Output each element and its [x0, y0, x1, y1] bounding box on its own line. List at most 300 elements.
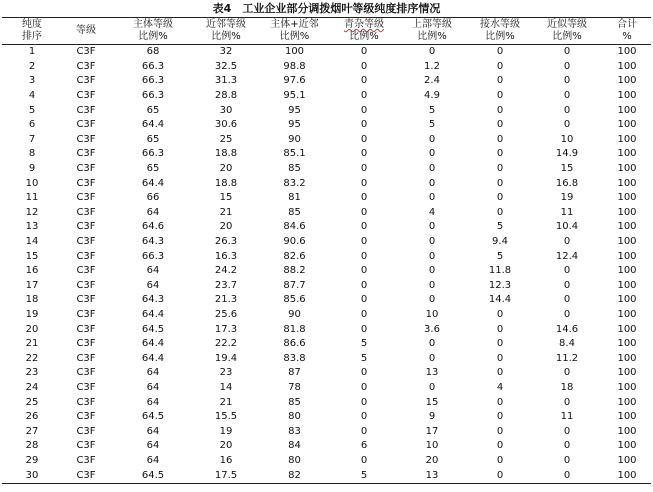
table-header — [2, 18, 651, 45]
column-header-unit: 比例% — [552, 31, 582, 42]
table-cell: 0 — [428, 352, 436, 364]
table-cell: 10 — [25, 177, 39, 189]
table-cell: 100 — [617, 469, 637, 481]
table-cell: 22 — [25, 352, 39, 364]
table-cell: 32.5 — [214, 60, 238, 72]
table-cell: 26 — [25, 411, 39, 423]
table-cell: 66.3 — [141, 148, 165, 160]
table-cell: 0 — [428, 236, 436, 248]
column-header-label: 纯度 — [22, 19, 42, 30]
table-row — [2, 162, 651, 177]
table-caption: 表4 工业企业部分调拨烟叶等级纯度排序情况 — [212, 2, 441, 15]
table-cell: 9 — [28, 163, 36, 175]
table-cell: 17.5 — [214, 469, 238, 481]
table-cell: 19 — [560, 192, 574, 204]
table-cell: 15 — [560, 163, 574, 175]
table-cell: 0 — [496, 396, 504, 408]
table-cell: 0 — [360, 425, 368, 437]
column-header-label: 主体+近邻 — [270, 19, 319, 30]
table-cell: 0 — [496, 133, 504, 145]
table-cell: 100 — [617, 148, 637, 160]
table-cell: 14.4 — [488, 294, 512, 306]
table-cell: 3.6 — [424, 323, 440, 335]
column-header-unit: 比例% — [417, 31, 447, 42]
table-row — [2, 395, 651, 410]
table-cell: 100 — [284, 46, 305, 58]
table-cell: 0 — [563, 469, 571, 481]
table-cell: 0 — [563, 440, 571, 452]
table-cell: 0 — [496, 206, 504, 218]
table-cell: 66.3 — [141, 90, 165, 102]
table-cell: 100 — [617, 352, 637, 364]
table-row — [2, 410, 651, 425]
table-cell: 0 — [563, 294, 571, 306]
table-cell: 100 — [617, 46, 637, 58]
table-cell: 8 — [28, 148, 36, 160]
table-cell: 0 — [360, 192, 368, 204]
table-cell: 0 — [360, 308, 368, 320]
table-cell: C3F — [76, 308, 96, 320]
table-cell: 9 — [428, 411, 436, 423]
table-cell: 80 — [288, 454, 301, 466]
table-cell: 90 — [288, 133, 301, 145]
table-cell: 100 — [617, 133, 637, 145]
table-cell: 25.6 — [214, 308, 238, 320]
table-cell: 85.6 — [283, 294, 306, 306]
table-cell: 17 — [25, 279, 39, 291]
table-cell: 100 — [617, 221, 637, 233]
table-cell: 11 — [560, 206, 574, 218]
table-cell: 78 — [288, 381, 301, 393]
table-cell: 100 — [617, 163, 637, 175]
table-row — [2, 322, 651, 337]
table-cell: 80 — [288, 411, 301, 423]
table-cell: 0 — [496, 104, 504, 116]
table-cell: 1.2 — [424, 60, 440, 72]
table-cell: 30 — [25, 469, 39, 481]
table-cell: 64.6 — [141, 221, 165, 233]
table-cell: 100 — [617, 454, 637, 466]
table-cell: 16.8 — [555, 177, 579, 189]
table-cell: 0 — [563, 425, 571, 437]
table-cell: C3F — [76, 119, 96, 131]
column-header-label: 青杂等级 — [344, 19, 384, 30]
table-cell: 64 — [146, 279, 160, 291]
table-cell: 7 — [28, 133, 36, 145]
column-header — [256, 18, 333, 45]
table-row — [2, 191, 651, 206]
table-cell: 90 — [288, 308, 301, 320]
table-cell: C3F — [76, 250, 96, 262]
table-cell: 100 — [617, 381, 637, 393]
table-cell: 30.6 — [214, 119, 238, 131]
table-row — [2, 366, 651, 381]
table-cell: 5 — [496, 250, 504, 262]
table-cell: 0 — [360, 265, 368, 277]
table-cell: 5 — [360, 469, 368, 481]
table-cell: 64.4 — [141, 352, 165, 364]
table-cell: 0 — [496, 440, 504, 452]
table-cell: C3F — [76, 323, 96, 335]
table-cell: 0 — [360, 148, 368, 160]
table-cell: 20 — [219, 221, 233, 233]
table-cell: 0 — [360, 133, 368, 145]
table-cell: 9.4 — [492, 236, 508, 248]
table-cell: 0 — [563, 75, 571, 87]
table-cell: 0 — [360, 104, 368, 116]
table-cell: 26.3 — [214, 236, 238, 248]
column-header-unit: 比例% — [211, 31, 241, 42]
table-cell: 0 — [563, 236, 571, 248]
table-cell: C3F — [76, 411, 96, 423]
column-header — [603, 18, 651, 45]
table-cell: 4 — [428, 206, 436, 218]
table-cell: 13 — [425, 367, 439, 379]
table-cell: 0 — [496, 367, 504, 379]
table-row — [2, 133, 651, 148]
table-cell: 15 — [425, 396, 439, 408]
table-cell: 1 — [28, 46, 36, 58]
table-row — [2, 454, 651, 469]
table-cell: C3F — [76, 338, 96, 350]
column-header-unit: 比例% — [279, 31, 310, 42]
table-cell: 100 — [617, 206, 637, 218]
table-cell: 30 — [219, 104, 233, 116]
table-cell: 11.8 — [488, 265, 512, 277]
table-cell: 14 — [219, 381, 233, 393]
table-cell: 16 — [25, 265, 39, 277]
table-cell: 4 — [28, 90, 36, 102]
column-header — [62, 18, 110, 45]
table-row — [2, 279, 651, 294]
table-cell: 0 — [360, 411, 368, 423]
table-cell: 23 — [219, 367, 233, 379]
table-cell: 0 — [496, 119, 504, 131]
table-cell: 0 — [496, 454, 504, 466]
table-cell: C3F — [76, 163, 96, 175]
table-cell: 85 — [288, 396, 301, 408]
column-header — [469, 18, 531, 45]
table-cell: 66.3 — [141, 75, 165, 87]
table-cell: C3F — [76, 381, 96, 393]
table-cell: 18 — [560, 381, 574, 393]
table-cell: 64 — [146, 425, 160, 437]
column-header — [333, 18, 395, 45]
table-cell: C3F — [76, 192, 96, 204]
table-row — [2, 264, 651, 279]
table-cell: 64.4 — [141, 177, 165, 189]
column-header-label: 近似等级 — [547, 19, 587, 30]
table-cell: 0 — [428, 250, 436, 262]
table-cell: 65 — [146, 133, 160, 145]
table-cell: 85.1 — [283, 148, 306, 160]
column-header-unit: % — [622, 31, 632, 42]
table-cell: 87.7 — [283, 279, 306, 291]
table-cell: 64.3 — [141, 236, 165, 248]
table-cell: 86.6 — [283, 338, 306, 350]
table-cell: C3F — [76, 425, 96, 437]
table-cell: 0 — [428, 46, 436, 58]
table-cell: 100 — [617, 60, 637, 72]
table-cell: 5 — [360, 338, 368, 350]
table-cell: 14.6 — [555, 323, 579, 335]
table-cell: 100 — [617, 104, 637, 116]
table-row — [2, 89, 651, 104]
table-cell: 0 — [360, 236, 368, 248]
table-cell: 0 — [496, 308, 504, 320]
table-cell: C3F — [76, 75, 96, 87]
table-cell: 11 — [25, 192, 39, 204]
table-cell: 0 — [360, 279, 368, 291]
table-cell: 100 — [617, 279, 637, 291]
table-cell: 13 — [425, 469, 439, 481]
table-cell: C3F — [76, 396, 96, 408]
column-header-unit: 排序 — [22, 31, 42, 42]
table-cell: 8.4 — [559, 338, 575, 350]
table-row — [2, 118, 651, 133]
table-cell: 0 — [563, 265, 571, 277]
table-cell: 0 — [496, 177, 504, 189]
table-cell: C3F — [76, 236, 96, 248]
table-cell: 100 — [617, 177, 637, 189]
table-cell: 64.5 — [141, 411, 165, 423]
table-cell: 97.6 — [283, 75, 306, 87]
table-cell: 15 — [219, 192, 233, 204]
table-cell: 6 — [28, 119, 36, 131]
table-cell: 0 — [428, 133, 436, 145]
table-cell: C3F — [76, 60, 96, 72]
table-cell: 0 — [563, 308, 571, 320]
table-cell: 0 — [496, 338, 504, 350]
table-cell: 84.6 — [283, 221, 306, 233]
table-cell: 90.6 — [283, 236, 306, 248]
table-cell: 27 — [25, 425, 39, 437]
table-cell: 0 — [360, 454, 368, 466]
table-cell: 2 — [28, 60, 36, 72]
table-cell: 0 — [428, 148, 436, 160]
table-cell: 5 — [360, 352, 368, 364]
table-cell: 21 — [219, 396, 233, 408]
table-cell: 0 — [496, 46, 504, 58]
table-cell: 83.8 — [283, 352, 306, 364]
table-cell: 64 — [146, 265, 160, 277]
table-cell: 64 — [146, 206, 160, 218]
table-cell: 100 — [617, 440, 637, 452]
table-cell: C3F — [76, 294, 96, 306]
table-cell: 23 — [25, 367, 39, 379]
table-cell: 0 — [496, 163, 504, 175]
table-cell: 28.8 — [214, 90, 238, 102]
column-header — [2, 18, 62, 45]
table-cell: 29 — [25, 454, 39, 466]
table-cell: 31.3 — [214, 75, 238, 87]
table-cell: 16.3 — [214, 250, 238, 262]
table-cell: 0 — [360, 46, 368, 58]
table-cell: 0 — [360, 60, 368, 72]
column-header — [395, 18, 469, 45]
table-cell: 0 — [360, 396, 368, 408]
table-cell: 32 — [219, 46, 233, 58]
column-header-unit: 比例% — [349, 31, 379, 42]
table-cell: 100 — [617, 75, 637, 87]
table-cell: 21 — [25, 338, 39, 350]
table-cell: C3F — [76, 469, 96, 481]
table-cell: 18 — [25, 294, 39, 306]
table-cell: 84 — [288, 440, 301, 452]
table-cell: 5 — [428, 104, 436, 116]
column-header-unit: 比例% — [138, 31, 168, 42]
table-cell: 0 — [563, 279, 571, 291]
table-cell: C3F — [76, 279, 96, 291]
table-cell: 66.3 — [141, 250, 165, 262]
table-cell: 64.5 — [141, 469, 165, 481]
table-cell: 22.2 — [214, 338, 238, 350]
table-cell: 0 — [428, 177, 436, 189]
table-cell: 64 — [146, 440, 160, 452]
table-cell: 17.3 — [214, 323, 238, 335]
table-cell: 64 — [146, 396, 160, 408]
table-cell: C3F — [76, 265, 96, 277]
table-row — [2, 351, 651, 366]
table-cell: 18.8 — [214, 148, 238, 160]
table-cell: 4.9 — [424, 90, 440, 102]
table-body — [2, 45, 651, 484]
column-header — [531, 18, 603, 45]
table-cell: 100 — [617, 425, 637, 437]
table-cell: 10 — [425, 440, 439, 452]
column-header-label: 等级 — [76, 25, 96, 36]
table-cell: 23.7 — [214, 279, 238, 291]
table-cell: 0 — [360, 206, 368, 218]
table-cell: 82 — [288, 469, 301, 481]
table-cell: 11 — [560, 411, 574, 423]
table-cell: 83 — [288, 425, 301, 437]
table-cell: 0 — [496, 323, 504, 335]
table-cell: C3F — [76, 440, 96, 452]
table-cell: 64 — [146, 367, 160, 379]
table-cell: 100 — [617, 338, 637, 350]
table-cell: 64.4 — [141, 308, 165, 320]
table-cell: 17 — [425, 425, 439, 437]
column-header-label: 近邻等级 — [206, 19, 246, 30]
table-cell: 88.2 — [283, 265, 306, 277]
table-cell: C3F — [76, 352, 96, 364]
table-cell: 0 — [496, 425, 504, 437]
table-cell: 12 — [25, 206, 39, 218]
column-header — [196, 18, 256, 45]
table-cell: 0 — [360, 75, 368, 87]
table-cell: 85 — [288, 163, 301, 175]
table-cell: 19 — [219, 425, 233, 437]
table-cell: 65 — [146, 104, 160, 116]
table-cell: 95 — [288, 104, 301, 116]
table-cell: C3F — [76, 133, 96, 145]
table-cell: 100 — [617, 192, 637, 204]
table-cell: 0 — [563, 60, 571, 72]
table-cell: 15.5 — [214, 411, 238, 423]
table-cell: 10.4 — [555, 221, 579, 233]
table-row — [2, 439, 651, 454]
table-cell: 5 — [496, 221, 504, 233]
table-cell: 12.3 — [488, 279, 512, 291]
table-cell: 66.3 — [141, 60, 165, 72]
table-cell: 100 — [617, 308, 637, 320]
table-cell: 0 — [496, 352, 504, 364]
table-cell: 0 — [563, 104, 571, 116]
table-cell: C3F — [76, 148, 96, 160]
table-cell: 19.4 — [214, 352, 238, 364]
table-row — [2, 293, 651, 308]
table-cell: 0 — [563, 367, 571, 379]
table-cell: 0 — [360, 163, 368, 175]
table-cell: 0 — [496, 60, 504, 72]
table-cell: C3F — [76, 367, 96, 379]
table-cell: 0 — [360, 177, 368, 189]
table-row — [2, 249, 651, 264]
table-cell: 20 — [25, 323, 39, 335]
table-cell: 64.4 — [141, 119, 165, 131]
table-row — [2, 337, 651, 352]
table-cell: 83.2 — [283, 177, 306, 189]
table-cell: 65 — [146, 163, 160, 175]
table-cell: 64 — [146, 454, 160, 466]
table-row — [2, 220, 651, 235]
table-cell: 0 — [360, 221, 368, 233]
table-cell: 0 — [496, 75, 504, 87]
table-cell: 0 — [428, 265, 436, 277]
table-row — [2, 424, 651, 439]
table-cell: 25 — [25, 396, 39, 408]
table-row — [2, 74, 651, 89]
table-cell: 21 — [219, 206, 233, 218]
table-cell: 0 — [496, 192, 504, 204]
table-cell: 3 — [28, 75, 36, 87]
table-cell: 0 — [563, 90, 571, 102]
table-cell: 13 — [25, 221, 39, 233]
column-header-unit: 比例% — [485, 31, 515, 42]
table-cell: 100 — [617, 90, 637, 102]
table-cell: 20 — [219, 440, 233, 452]
table-cell: 0 — [360, 90, 368, 102]
table-cell: 82.6 — [283, 250, 306, 262]
grade-purity-table — [2, 17, 651, 484]
table-cell: 0 — [360, 323, 368, 335]
table-cell: 16 — [219, 454, 233, 466]
table-cell: 100 — [617, 323, 637, 335]
table-cell: 21.3 — [214, 294, 238, 306]
table-cell: 100 — [617, 236, 637, 248]
table-cell: 0 — [428, 338, 436, 350]
table-row — [2, 147, 651, 162]
table-cell: 0 — [360, 381, 368, 393]
table-cell: 81.8 — [283, 323, 306, 335]
table-cell: 100 — [617, 250, 637, 262]
table-cell: 64 — [146, 381, 160, 393]
column-header — [110, 18, 196, 45]
table-row — [2, 206, 651, 221]
table-cell: C3F — [76, 177, 96, 189]
table-cell: 0 — [496, 148, 504, 160]
table-cell: 10 — [425, 308, 439, 320]
table-cell: 81 — [288, 192, 301, 204]
table-cell: 0 — [496, 90, 504, 102]
table-row — [2, 468, 651, 483]
table-cell: 20 — [425, 454, 439, 466]
table-cell: C3F — [76, 90, 96, 102]
table-row — [2, 235, 651, 250]
table-cell: C3F — [76, 221, 96, 233]
table-cell: C3F — [76, 46, 96, 58]
